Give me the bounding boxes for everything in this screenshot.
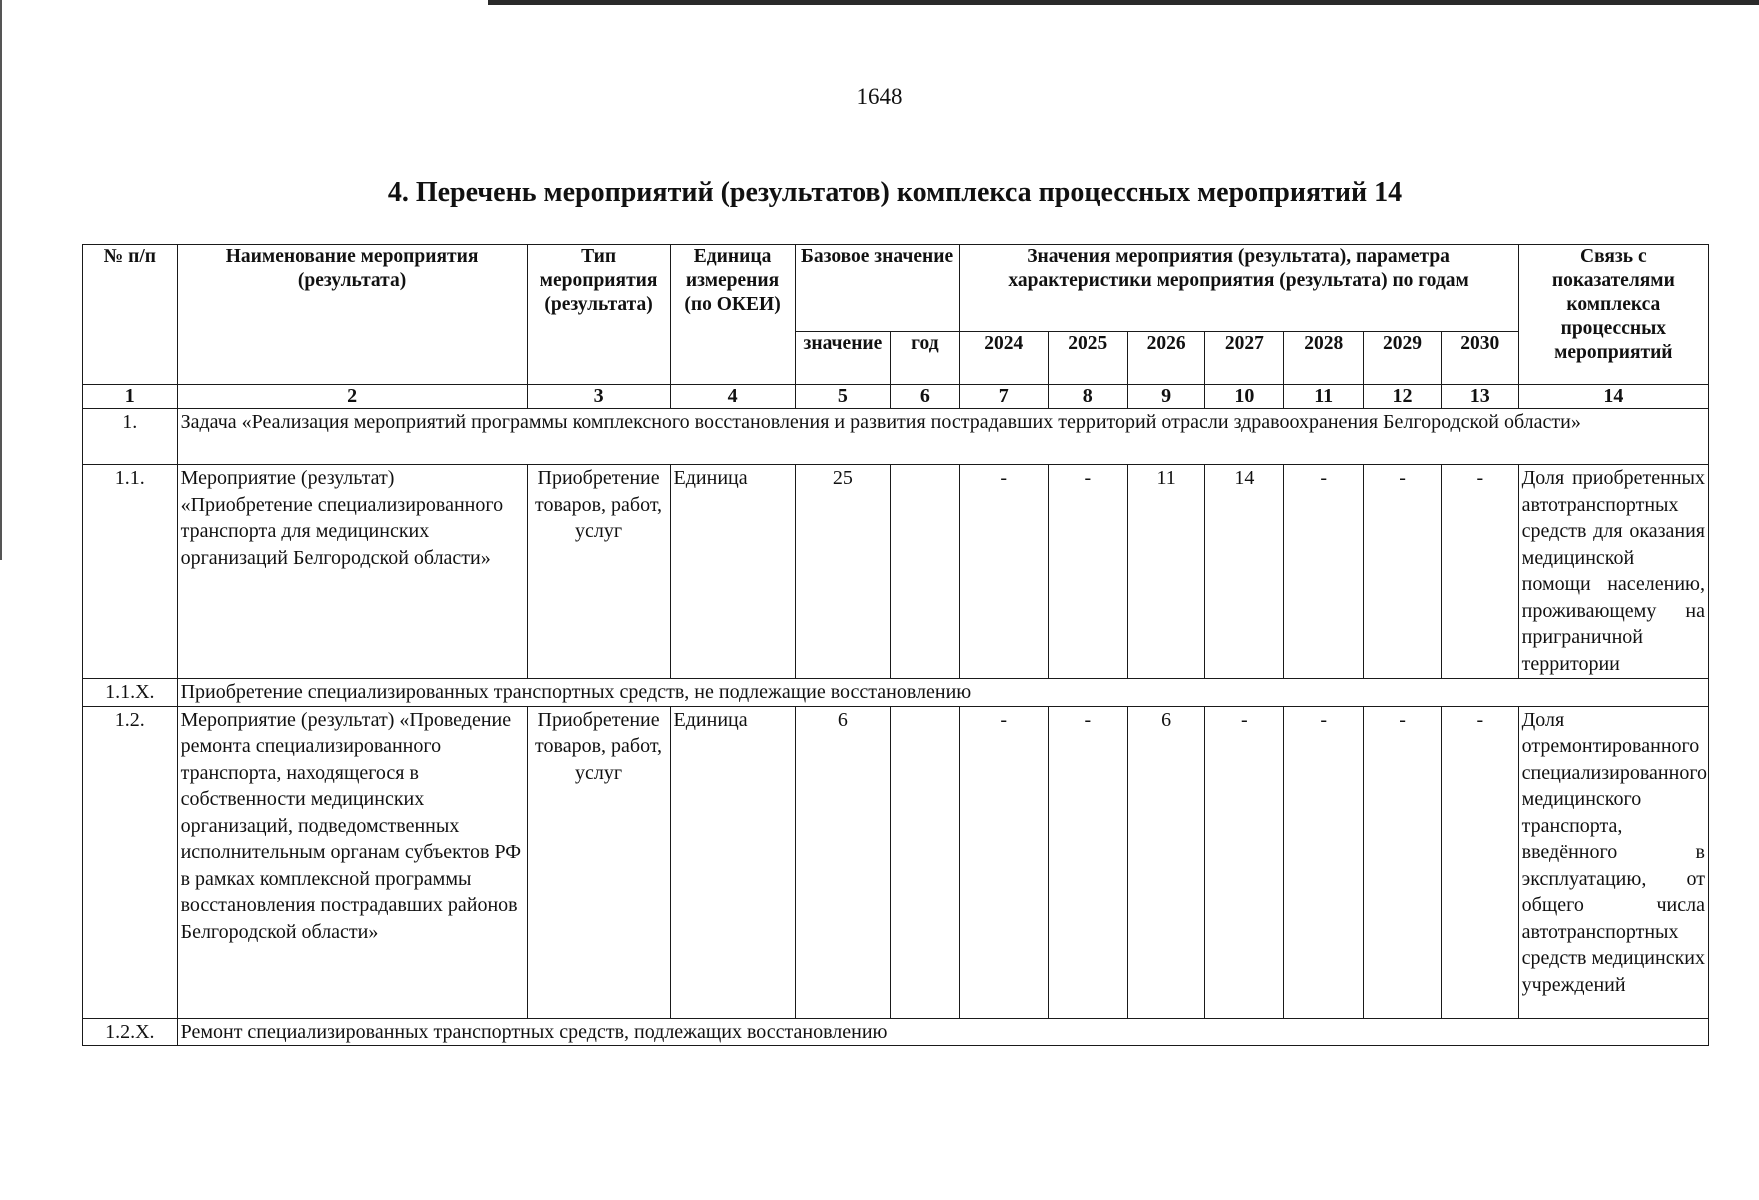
measure-row-1-2	[83, 706, 1709, 1018]
value-2030: -	[1441, 706, 1518, 1018]
subitem-row-1-1-x	[83, 679, 1709, 707]
measures-table	[82, 244, 1709, 1046]
base-year	[891, 465, 959, 679]
value-2026: 11	[1127, 465, 1205, 679]
header-year: 2030	[1441, 332, 1518, 385]
measure-unit: Единица	[670, 706, 795, 1018]
value-2028: -	[1284, 465, 1364, 679]
indicator-link: Доля отремонтированного специализированного медицинского транспорта, введённого в эксплуатацию, от общего числа автотранспортных средств медицинских учреждений	[1518, 706, 1708, 1018]
header-unit: Единица измерения (по ОКЕИ)	[670, 245, 795, 385]
value-2024: -	[959, 465, 1048, 679]
measure-row-1-1	[83, 465, 1709, 679]
row-num: 1.1.	[83, 465, 178, 679]
row-num: 1.1.Х.	[83, 679, 178, 707]
header-base-value: значение	[795, 332, 891, 385]
row-num: 1.2.	[83, 706, 178, 1018]
header-row-1	[83, 245, 1709, 332]
value-2029: -	[1364, 706, 1442, 1018]
page-number: 1648	[856, 84, 903, 109]
header-num: № п/п	[83, 245, 178, 385]
indicator-link: Доля приобретенных автотранспортных средств для оказания медицинской помощи населению, проживающему на приграничной территории	[1518, 465, 1708, 679]
subitem-text: Ремонт специализированных транспортных средств, подлежащих восстановлению	[177, 1018, 1708, 1046]
header-values: Значения мероприятия (результата), параметра характеристики мероприятия (результата) по годам	[959, 245, 1518, 332]
column-number: 6	[891, 385, 959, 409]
value-2027: 14	[1205, 465, 1284, 679]
header-type: Тип мероприятия (результата)	[527, 245, 670, 385]
value-2028: -	[1284, 706, 1364, 1018]
subitem-text: Приобретение специализированных транспортных средств, не подлежащие восстановлению	[177, 679, 1708, 707]
column-number: 9	[1127, 385, 1205, 409]
value-2025: -	[1048, 706, 1127, 1018]
value-2026: 6	[1127, 706, 1205, 1018]
column-number: 14	[1518, 385, 1708, 409]
column-number: 11	[1284, 385, 1364, 409]
header-name: Наименование мероприятия (результата)	[177, 245, 527, 385]
task-text: Задача «Реализация мероприятий программы комплексного восстановления и развития пострадавших территорий отрасли здравоохранения Белгородской области»	[177, 409, 1708, 465]
header-year: 2025	[1048, 332, 1127, 385]
measure-type: Приобретение товаров, работ, услуг	[527, 706, 670, 1018]
base-value: 25	[795, 465, 891, 679]
header-base: Базовое значение	[795, 245, 959, 332]
scan-border-top	[488, 0, 1759, 5]
header-base-year: год	[891, 332, 959, 385]
column-number: 7	[959, 385, 1048, 409]
task-row	[83, 409, 1709, 465]
value-2024: -	[959, 706, 1048, 1018]
task-num: 1.	[83, 409, 178, 465]
column-number: 3	[527, 385, 670, 409]
header-year: 2028	[1284, 332, 1364, 385]
header-year: 2024	[959, 332, 1048, 385]
base-value: 6	[795, 706, 891, 1018]
value-2025: -	[1048, 465, 1127, 679]
column-number: 13	[1441, 385, 1518, 409]
header-link: Связь с показателями комплекса процессных мероприятий	[1518, 245, 1708, 385]
column-number: 1	[83, 385, 178, 409]
column-number: 2	[177, 385, 527, 409]
measure-unit: Единица	[670, 465, 795, 679]
column-number: 8	[1048, 385, 1127, 409]
subitem-row-1-2-x	[83, 1018, 1709, 1046]
row-num: 1.2.Х.	[83, 1018, 178, 1046]
measure-name: Мероприятие (результат) «Приобретение специализированного транспорта для медицинских организаций Белгородской области»	[177, 465, 527, 679]
column-number: 4	[670, 385, 795, 409]
value-2027: -	[1205, 706, 1284, 1018]
value-2029: -	[1364, 465, 1442, 679]
header-year: 2027	[1205, 332, 1284, 385]
measure-type: Приобретение товаров, работ, услуг	[527, 465, 670, 679]
measure-name: Мероприятие (результат) «Проведение ремонта специализированного транспорта, находящегося в собственности медицинских организаций, подведомственных исполнительным органам субъектов РФ в рамках комплексной программы восстановления пострадавших районов Белгородской области»	[177, 706, 527, 1018]
header-year: 2029	[1364, 332, 1442, 385]
column-number: 5	[795, 385, 891, 409]
document-title: 4. Перечень мероприятий (результатов) комплекса процессных мероприятий 14	[387, 177, 1403, 208]
base-year	[891, 706, 959, 1018]
column-number-row	[83, 385, 1709, 409]
value-2030: -	[1441, 465, 1518, 679]
header-year: 2026	[1127, 332, 1205, 385]
column-number: 10	[1205, 385, 1284, 409]
column-number: 12	[1364, 385, 1442, 409]
